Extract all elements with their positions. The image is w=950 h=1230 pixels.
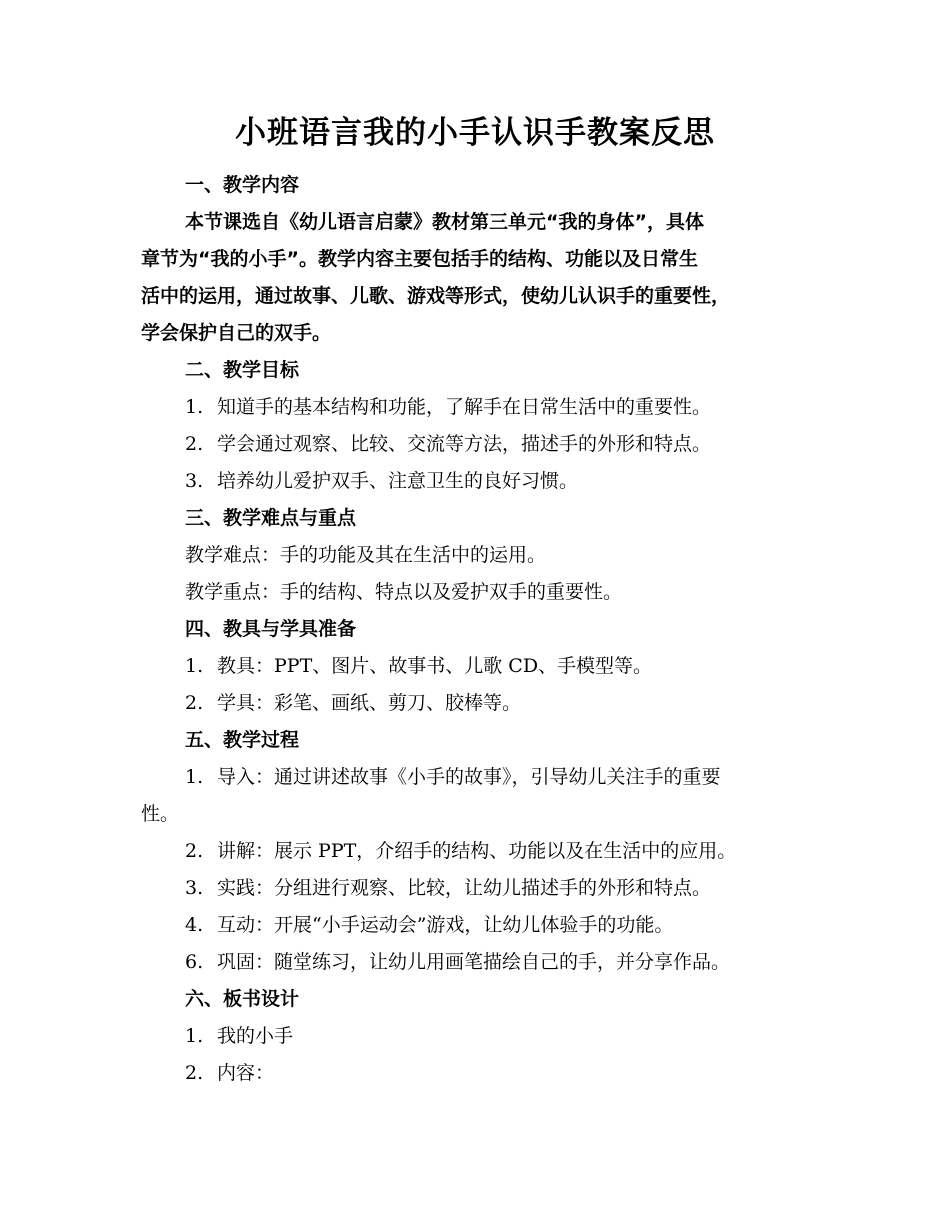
list-item [141,685,811,722]
list-item [141,907,811,944]
list-item [141,1055,811,1092]
list-number: 1. [185,1025,204,1047]
list-number: 1. [185,655,204,677]
section-heading-content: 一、教学内容 [185,174,300,196]
text-line: 教学重点：手的结构、特点以及爱护双手的重要性。 [185,581,623,603]
list-text: 巩固：随堂练习，让幼儿用画笔描绘自己的手，并分享作品。 [217,951,731,973]
list-item [141,944,811,981]
list-text: 学具：彩笔、画纸、剪刀、胶棒等。 [217,692,522,714]
list-item [141,463,811,500]
list-text: 实践：分组进行观察、比较，让幼儿描述手的外形和特点。 [217,877,712,899]
list-number: 2. [185,692,204,714]
list-text: 内容： [217,1062,275,1084]
list-item-continuation: 性。 [141,803,180,825]
list-number: 4. [185,914,204,936]
content-paragraph-line: 本节课选自《幼儿语言启蒙》教材第三单元“我的身体”，具体 [185,211,704,233]
list-item [141,870,811,907]
list-item [141,1018,811,1055]
list-text: 知道手的基本结构和功能，了解手在日常生活中的重要性。 [217,396,712,418]
section-heading-materials: 四、教具与学具准备 [185,618,357,640]
section-heading-process: 五、教学过程 [185,729,300,751]
list-text: 导入：通过讲述故事《小手的故事》，引导幼儿关注手的重要 [217,766,721,788]
list-text: 学会通过观察、比较、交流等方法，描述手的外形和特点。 [217,433,712,455]
list-number: 1. [185,396,204,418]
section-heading-objectives: 二、教学目标 [185,359,300,381]
text-line: 教学难点：手的功能及其在生活中的运用。 [185,544,547,566]
list-number: 2. [185,840,204,862]
list-item [141,833,811,870]
section-heading-key-points: 三、教学难点与重点 [185,507,357,529]
list-item [141,389,811,426]
list-item [141,759,811,796]
list-number: 2. [185,433,204,455]
document-body [141,167,811,1092]
section-heading-board-design: 六、板书设计 [185,988,300,1010]
list-text: 讲解：展示 PPT，介绍手的结构、功能以及在生活中的应用。 [217,840,737,862]
list-item [141,426,811,463]
list-text: 培养幼儿爱护双手、注意卫生的良好习惯。 [217,470,579,492]
list-number: 1. [185,766,204,788]
list-text: 我的小手 [217,1025,294,1047]
content-paragraph-line: 学会保护自己的双手。 [141,322,332,344]
content-paragraph-line: 章节为“我的小手”。教学内容主要包括手的结构、功能以及日常生 [141,248,698,270]
content-paragraph-line: 活中的运用，通过故事、儿歌、游戏等形式，使幼儿认识手的重要性， [141,285,731,307]
list-number: 3. [185,877,204,899]
list-number: 6. [185,951,204,973]
list-text: 互动：开展“小手运动会”游戏，让幼儿体验手的功能。 [217,914,674,936]
document-title: 小班语言我的小手认识手教案反思 [235,115,715,151]
list-number: 2. [185,1062,204,1084]
list-text: 教具：PPT、图片、故事书、儿歌 CD、手模型等。 [217,655,653,677]
list-item [141,648,811,685]
list-number: 3. [185,470,204,492]
